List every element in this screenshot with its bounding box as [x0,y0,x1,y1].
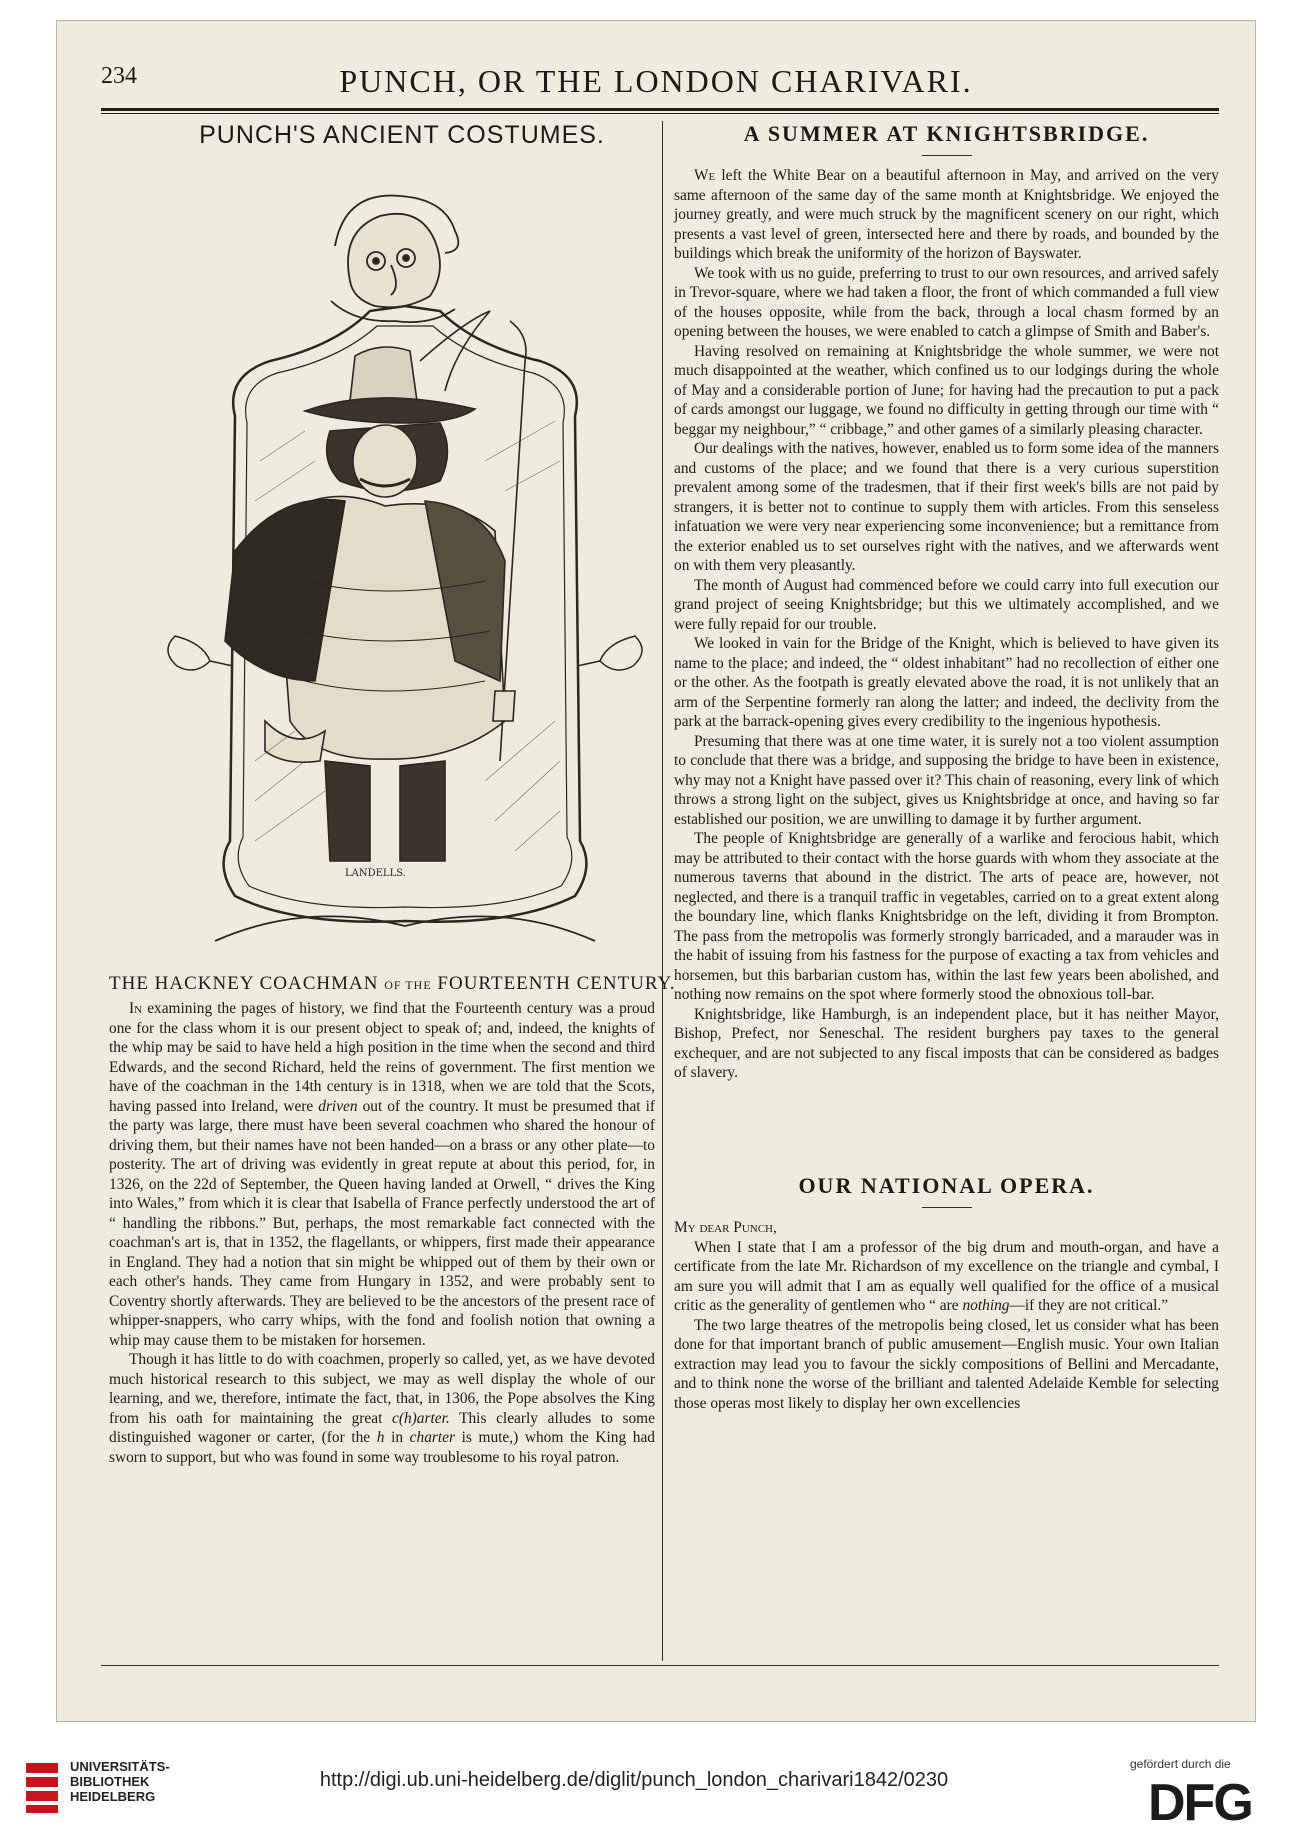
publication-title: PUNCH, OR THE LONDON CHARIVARI. [339,63,973,99]
bottom-rule [101,1665,1219,1666]
page-header [57,63,1255,113]
salutation: My dear Punch, [674,1219,777,1236]
opera-article [674,1173,1219,1413]
university-logo-icon [24,1761,60,1815]
funded-by-label: gefördert durch die [1130,1757,1231,1771]
article-body [674,166,1219,1083]
paragraph [109,999,655,1350]
paragraph: We looked in vain for the Bridge of the Knight, which is believed to have given its name to the place; and indeed, the “ oldest inhabitant” had no recollection of either one or the other. As the footpath is greatly elevated above the road, it is not unlikely that an arm of the Serpentine formerly ran along the latter; and indeed, the declivity from the park at the barrack-opening gives every credibility to the ingenious hypothesis. [674,635,1219,730]
text: left the White Bear on a beautiful afternoon in May, and arrived on the very same afternoon of the same day of the same month at Knightsbridge. We enjoyed the journey greatly, and were much struck by the magnificent scenery on our right, which presents a vast level of green, intersected here and there by roads, and bounded by the buildings which break the uniformity of the horizon of Bayswater. [674,167,1219,262]
column-divider [662,121,663,1661]
paragraph: The month of August had commenced before we could carry into full execution our grand project of seeing Knightsbridge; but this we ultimately accomplished, and we were fully repaid for our trouble. [674,576,1219,633]
text-italic: h [376,1429,385,1446]
paragraph: We took with us no guide, preferring to trust to our own resources, and arrived safely in Trevor-square, where we had taken a floor, the front of which commanded a full view of the houses opposite, while from the back, through a local chasm formed by an opening between the houses, we were enabled to catch a glimpse of Smith and Baber's. [674,264,1219,340]
digitization-footer [0,1745,1300,1839]
section-title: PUNCH'S ANCIENT COSTUMES. [199,121,605,149]
paragraph: The people of Knightsbridge are generally of a warlike and ferocious habit, which may be attributed to their contact with the horse guards with whom they associate at the numerous taverns that abound in the district. The arts of peace are, however, not neglected, and there is a tranquil traffic in vegetables, carried on to a great extent along the boundary line, which flanks Knightsbridge on the left, dividing it from Brompton. The pass from the metropolis was formerly strongly barricaded, and a marauder was in the habit of issuing from his fastness for the purpose of exacting a tax from vehicles and horsemen, but this barbarian custom has, within the last few years been abolished, and nothing now remains on the spot where formerly stood the obnoxious toll-bar. [674,830,1219,1003]
paragraph [674,166,1219,264]
text-italic: nothing [962,1297,1010,1314]
paragraph [109,1350,655,1467]
engraver-signature: LANDELLS. [345,868,406,879]
title-rule [922,155,972,156]
knightsbridge-article [674,121,1219,1083]
newspaper-page [56,20,1256,1722]
paragraph: Having resolved on remaining at Knightsbridge the whole summer, we were not much disappointed at the weather, which confined us to our lodgings during the whole of May and a considerable portion of June; for having had the precaution to put a pack of cards amongst our luggage, we found no difficulty in getting through our time with “ beggar my neighbour,” “ cribbage,” and other games of a similarly pleasing character. [674,342,1219,438]
institution-name [70,1759,170,1804]
institution-line: HEIDELBERG [70,1789,156,1804]
caption-part-a: THE HACKNEY COACHMAN [109,973,385,994]
punch-figure-icon [331,196,458,323]
paragraph: The two large theatres of the metropolis being closed, let us consider what has been done for that important branch of public amusement—English music. Your own Italian extraction may lead you to favour the sickly compositions of Bellini and Mercadante, and to think none the worse of the brilliant and talented Adelaide Kemble for selecting those operas most likely to display her own excellencies [674,1316,1219,1412]
costume-article-body [109,999,655,1467]
text: out of the country. It must be presumed that if the party was large, there must have been several coachmen who shared the honour of driving them, but their names have not been handed—on a brass or any other plate—to posterity. The art of driving was evidently in great repute at about this period, for, in 1326, on the 22d of September, the Queen having landed at Orwell, “ drives the King into Wales,” from which it is clear that Isabella of France perfectly understood the art of “ handling the ribbons.” But, perhaps, the most remarkable fact connected with the coachman's art is, that in 1352, the flagellants, or whippers, first made their appearance in England. They had a notion that sin might be whipped out of them by their own or each other's hands. They came from Hungary in 1352, and were probably sent to Coventry shortly afterwards. They are believed to be the ancestors of the present race of whipper-snappers, who carry whips, with the fond and foolish notion that owning a whip may cause them to be mistaken for horsemen. [109,1097,655,1349]
paragraph [674,1238,1219,1316]
text-italic: charter [409,1429,455,1446]
title-rule [922,1207,972,1208]
text: —if they are not critical.” [1009,1297,1169,1314]
dfg-logo: DFG [1148,1774,1252,1832]
text: When I state that I am a professor of the big drum and mouth-organ, and have a certificate from the late Mr. Richardson of my excellence on the triangle and cymbal, I am sure you will admit that I am as equally well qualified for the office of a musical critic as the generality of gentlemen who “ are [674,1238,1219,1314]
header-rule-thin [101,113,1219,114]
article-title: A SUMMER AT KNIGHTSBRIDGE. [743,121,1150,146]
paragraph: Presuming that there was at one time water, it is surely not a too violent assumption to conclude that there was a bridge, and supposing the bridge to have been in existence, why may not a Knight have passed over it? This chain of reasoning, every link of which throws a strong light on the subject, gives us Knightsbridge at once, and having so far established our position, we are unwilling to damage it by further argument. [674,732,1219,828]
text: examining the pages of history, we find that the Fourteenth century was a proud one for the class whom it is our present object to speak of; and, indeed, the knights of the whip may be said to have held a high position in the time when the second and third Edwards, and the second Richard, held the reins of government. The first mention we have of the coachman in the 14th century is in 1318, when we are told that the Scots, having passed into Ireland, were [109,1000,655,1115]
institution-line: UNIVERSITÄTS- [70,1759,170,1774]
drop-cap: We [694,167,716,184]
paragraph: Our dealings with the natives, however, enabled us to form some idea of the manners and customs of the place; and we found that there is a very curious superstition prevalent among some of the tradesmen, that if their first week's bills are not paid by strangers, it is better not to continue to supply them with articles. From this senseless infatuation we were very near experiencing some inconvenience; but a remittance from the exterior enabled us to set ourselves right with the natives, and we afterwards went on with them very pleasantly. [674,440,1219,574]
text-italic: c(h)arter. [392,1409,450,1427]
header-rule [101,108,1219,111]
illustration-caption [109,973,676,995]
paragraph: Knightsbridge, like Hamburgh, is an independent place, but it has neither Mayor, Bishop, Prefect, nor Seneschal. The resident burghers pay taxes to the general exchequer, and are not subjected to any fiscal imposts that can be considered as badges of slavery. [674,1005,1219,1081]
drop-cap: In [129,1000,143,1017]
page-number: 234 [101,63,137,89]
article-title: OUR NATIONAL OPERA. [798,1173,1095,1198]
coachman-engraving [155,161,655,961]
source-url-link[interactable]: http://digi.ub.uni-heidelberg.de/diglit/punch_london_charivari1842/0230 [319,1769,949,1791]
coachman-icon [225,311,526,861]
text: in [384,1429,410,1446]
caption-of: OF THE [384,978,432,992]
article-body [674,1218,1219,1413]
text: Though it has little to do with coachmen, properly so called, yet, as we have devoted much historical research to this subject, we may as well display the whole of our learning, and we, therefore, intimate the fact, that, in 1306, the Pope absolves the King from his oath for maintaining the great [109,1351,655,1427]
institution-line: BIBLIOTHEK [70,1774,150,1789]
caption-part-b: FOURTEENTH CENTURY. [431,973,676,994]
text: is mute,) whom the King had sworn to support, but who was found in some way troublesome to his royal patron. [109,1429,655,1466]
text: This clearly alludes to some distinguished wagoner or carter, (for the [109,1409,655,1446]
text-italic: driven [318,1097,358,1115]
